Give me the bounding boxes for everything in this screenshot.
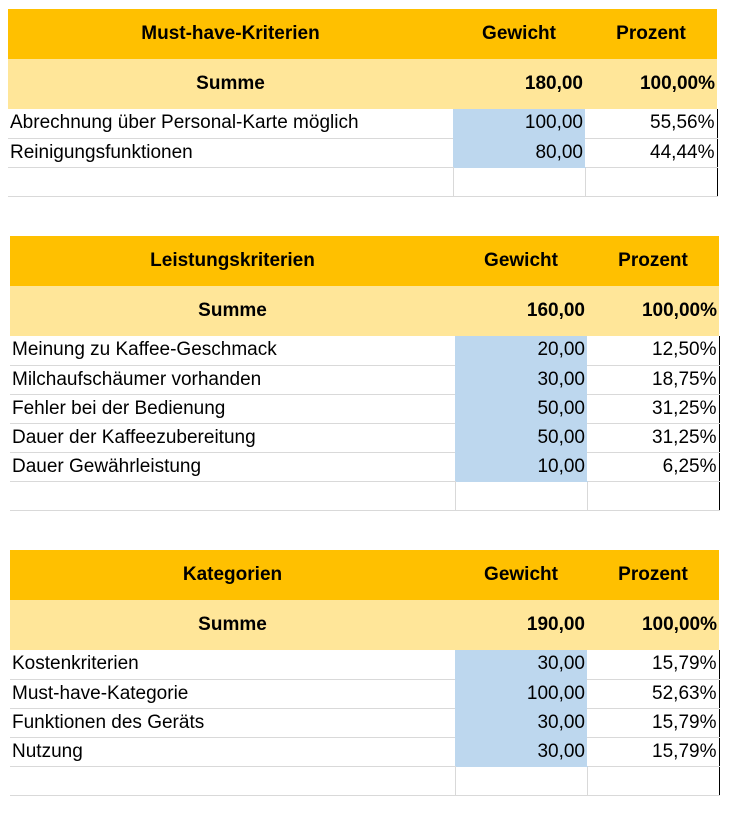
sum-row	[10, 600, 719, 650]
header-weight-cell[interactable]: Gewicht	[455, 236, 587, 286]
table-row	[10, 737, 719, 766]
table-row	[8, 138, 717, 167]
empty-row	[10, 766, 719, 795]
sum-label-cell[interactable]: Summe	[8, 59, 453, 109]
weight-input-cell[interactable]: 30,00	[455, 650, 587, 679]
leistungskriterien-table	[10, 236, 720, 511]
criterion-name-cell[interactable]: Milchaufschäumer vorhanden	[10, 365, 455, 394]
percent-cell[interactable]: 12,50%	[587, 336, 719, 365]
sum-label-cell[interactable]: Summe	[10, 600, 455, 650]
empty-cell[interactable]	[585, 167, 717, 196]
criterion-name-cell[interactable]: Must-have-Kategorie	[10, 679, 455, 708]
weight-input-cell[interactable]: 100,00	[455, 679, 587, 708]
empty-cell[interactable]	[453, 167, 585, 196]
criterion-name-cell[interactable]: Fehler bei der Bedienung	[10, 394, 455, 423]
weight-input-cell[interactable]: 20,00	[455, 336, 587, 365]
table-header-row	[10, 550, 719, 600]
sum-weight-cell[interactable]: 190,00	[455, 600, 587, 650]
header-weight-cell[interactable]: Gewicht	[455, 550, 587, 600]
percent-cell[interactable]: 15,79%	[587, 650, 719, 679]
table-row	[10, 423, 719, 452]
sum-row	[10, 286, 719, 336]
sum-row	[8, 59, 717, 109]
weight-input-cell[interactable]: 30,00	[455, 708, 587, 737]
weight-input-cell[interactable]: 100,00	[453, 109, 585, 138]
sum-percent-cell[interactable]: 100,00%	[587, 286, 719, 336]
criterion-name-cell[interactable]: Abrechnung über Personal-Karte möglich	[8, 109, 453, 138]
header-title-cell[interactable]: Kategorien	[10, 550, 455, 600]
empty-cell[interactable]	[455, 481, 587, 510]
table-header-row	[8, 9, 717, 59]
empty-cell[interactable]	[587, 766, 719, 795]
percent-cell[interactable]: 15,79%	[587, 708, 719, 737]
empty-row	[8, 167, 717, 196]
sum-percent-cell[interactable]: 100,00%	[585, 59, 717, 109]
weight-input-cell[interactable]: 50,00	[455, 394, 587, 423]
empty-cell[interactable]	[10, 766, 455, 795]
criterion-name-cell[interactable]: Dauer der Kaffeezubereitung	[10, 423, 455, 452]
header-weight-cell[interactable]: Gewicht	[453, 9, 585, 59]
header-title-cell[interactable]: Must-have-Kriterien	[8, 9, 453, 59]
sum-weight-cell[interactable]: 180,00	[453, 59, 585, 109]
kategorien-table	[10, 550, 720, 796]
percent-cell[interactable]: 31,25%	[587, 423, 719, 452]
percent-cell[interactable]: 44,44%	[585, 138, 717, 167]
percent-cell[interactable]: 55,56%	[585, 109, 717, 138]
empty-cell[interactable]	[8, 167, 453, 196]
header-title-cell[interactable]: Leistungskriterien	[10, 236, 455, 286]
weight-input-cell[interactable]: 30,00	[455, 737, 587, 766]
table-row	[8, 109, 717, 138]
criterion-name-cell[interactable]: Nutzung	[10, 737, 455, 766]
sum-percent-cell[interactable]: 100,00%	[587, 600, 719, 650]
must-have-table	[8, 9, 718, 197]
criterion-name-cell[interactable]: Meinung zu Kaffee-Geschmack	[10, 336, 455, 365]
weight-input-cell[interactable]: 50,00	[455, 423, 587, 452]
percent-cell[interactable]: 15,79%	[587, 737, 719, 766]
table-row	[10, 336, 719, 365]
table-header-row	[10, 236, 719, 286]
header-percent-cell[interactable]: Prozent	[585, 9, 717, 59]
percent-cell[interactable]: 52,63%	[587, 679, 719, 708]
empty-cell[interactable]	[10, 481, 455, 510]
criterion-name-cell[interactable]: Funktionen des Geräts	[10, 708, 455, 737]
table-row	[10, 679, 719, 708]
table-row	[10, 394, 719, 423]
header-percent-cell[interactable]: Prozent	[587, 550, 719, 600]
sum-weight-cell[interactable]: 160,00	[455, 286, 587, 336]
criterion-name-cell[interactable]: Dauer Gewährleistung	[10, 452, 455, 481]
empty-cell[interactable]	[587, 481, 719, 510]
table-row	[10, 452, 719, 481]
criterion-name-cell[interactable]: Reinigungsfunktionen	[8, 138, 453, 167]
table-row	[10, 650, 719, 679]
empty-cell[interactable]	[455, 766, 587, 795]
weight-input-cell[interactable]: 80,00	[453, 138, 585, 167]
weight-input-cell[interactable]: 10,00	[455, 452, 587, 481]
criterion-name-cell[interactable]: Kostenkriterien	[10, 650, 455, 679]
empty-row	[10, 481, 719, 510]
table-row	[10, 708, 719, 737]
table-row	[10, 365, 719, 394]
weight-input-cell[interactable]: 30,00	[455, 365, 587, 394]
header-percent-cell[interactable]: Prozent	[587, 236, 719, 286]
percent-cell[interactable]: 18,75%	[587, 365, 719, 394]
sum-label-cell[interactable]: Summe	[10, 286, 455, 336]
percent-cell[interactable]: 31,25%	[587, 394, 719, 423]
percent-cell[interactable]: 6,25%	[587, 452, 719, 481]
